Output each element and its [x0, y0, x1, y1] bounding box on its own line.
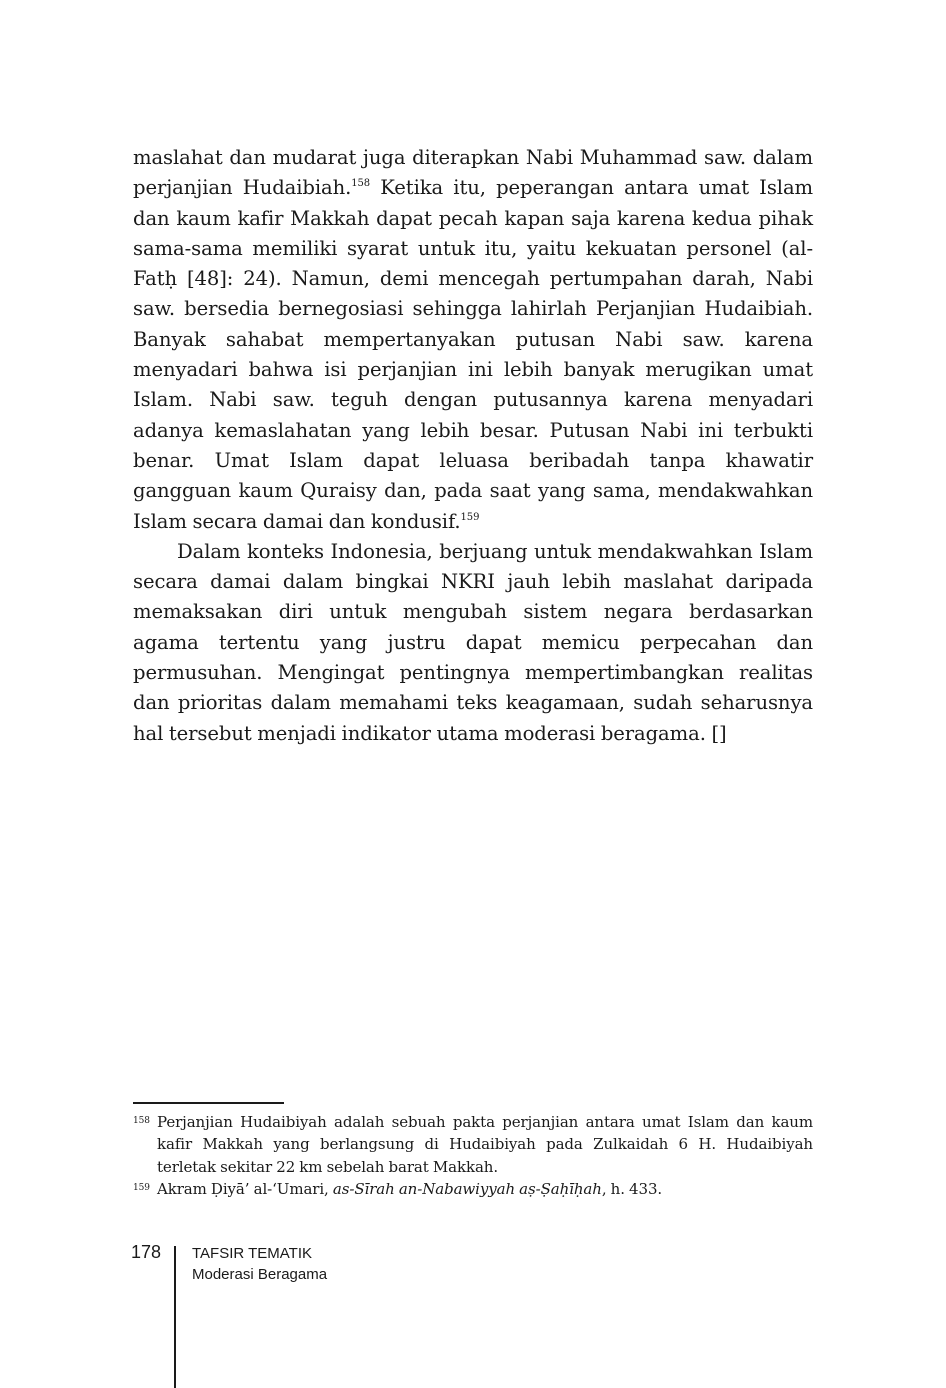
footnote-ref-158[interactable]: 158 [351, 178, 371, 190]
footnote-text-a: Akram Ḍiyā’ al-‘Umari, [157, 1179, 333, 1198]
series-title: TAFSIR TEMATIK [192, 1245, 313, 1262]
footnote-158 [133, 1111, 813, 1178]
page-number: 178 [131, 1242, 162, 1262]
paragraph-1-text-b: Ketika itu, peperangan antara umat Islam dan kaum kafir Makkah dapat pecah kapan saja karena kedua pihak sama-sama memiliki syarat untuk itu, yaitu kekuatan personel (al-Fatḥ [48]: 24). Namun, demi mencegah pertumpahan darah, Nabi saw. bersedia bernegosiasi sehingga lahirlah Perjanjian Hudaibiah. Banyak sahabat mempertanyakan putusan Nabi saw. karena menyadari bahwa isi perjanjian ini lebih banyak merugikan umat Islam. Nabi saw. teguh dengan putusannya karena menyadari adanya kemaslahatan yang lebih besar. Putusan Nabi ini terbukti benar. Umat Islam dapat leluasa beribadah tanpa khawatir gangguan kaum Quraisy dan, pada saat yang sama, mendakwahkan Islam secara damai dan kondusif. [133, 176, 814, 533]
body-text [133, 143, 813, 749]
footnote-ref-159[interactable]: 159 [460, 511, 480, 523]
footnote-number: 158 [133, 1116, 150, 1126]
footnote-159 [133, 1178, 813, 1200]
footnote-text-b: , h. 433. [601, 1179, 663, 1198]
footnote-text: Perjanjian Hudaibiyah adalah sebuah pakta perjanjian antara umat Islam dan kaum kafir Makkah yang berlangsung di Hudaibiyah pada Zulkaidah 6 H. Hudaibiyah terletak sekitar 22 km sebelah barat Makkah. [157, 1113, 813, 1176]
footnote-divider [133, 1102, 284, 1104]
paragraph-1 [133, 143, 813, 537]
paragraph-1-text-a: maslahat dan mudarat juga diterapkan Nabi Muhammad saw. dalam perjanjian Hudaibiah. [133, 146, 813, 200]
book-title: Moderasi Beragama [192, 1266, 328, 1283]
footnotes [133, 1111, 813, 1200]
running-title [192, 1243, 327, 1285]
footer-divider [174, 1246, 176, 1388]
footnote-number: 159 [133, 1182, 150, 1193]
paragraph-2: Dalam konteks Indonesia, berjuang untuk mendakwahkan Islam secara damai dalam bingkai NKRI jauh lebih maslahat daripada memaksakan diri untuk mengubah sistem negara berdasarkan agama tertentu yang justru dapat memicu perpecahan dan permusuhan. Mengingat pentingnya mempertimbangkan realitas dan prioritas dalam memahami teks keagamaan, sudah seharusnya hal tersebut menjadi indikator utama moderasi beragama. [] [133, 539, 813, 745]
footnote-book-title: as-Sīrah an-Nabawiyyah aṣ-Ṣaḥīḥah [332, 1179, 602, 1198]
